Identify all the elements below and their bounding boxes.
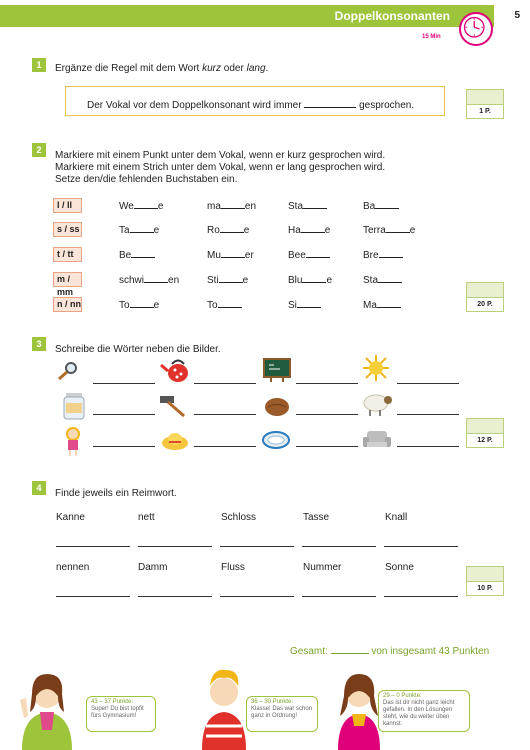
gap-word	[207, 274, 248, 286]
rhyme-word: Knall	[385, 512, 408, 523]
word-prefix: Sti	[207, 275, 219, 286]
gap-word	[207, 224, 249, 236]
gap-word	[119, 224, 159, 236]
letter-gap[interactable]	[303, 200, 327, 209]
answer-line[interactable]	[56, 546, 130, 547]
gap-word	[288, 274, 332, 286]
task-number-2: 2	[32, 143, 46, 157]
task4-instruction: Finde jeweils ein Reimwort.	[55, 488, 177, 499]
answer-line[interactable]	[220, 546, 294, 547]
answer-line[interactable]	[194, 446, 256, 447]
gap-word	[119, 249, 155, 261]
page-title: Doppelkonsonanten	[334, 9, 450, 23]
word-prefix: Ta	[119, 225, 130, 236]
letter-option-label: s / ss	[53, 222, 82, 237]
score-label: 12 P.	[477, 437, 493, 444]
word-prefix: Bee	[288, 250, 306, 261]
letter-gap[interactable]	[131, 249, 155, 258]
gap-word	[363, 274, 402, 286]
letter-gap[interactable]	[219, 274, 243, 283]
rhyme-word: Tasse	[303, 512, 330, 523]
gap-word	[363, 299, 401, 311]
word-prefix: Ba	[363, 201, 376, 212]
word-prefix: Be	[119, 250, 132, 261]
word-suffix: e	[409, 225, 416, 236]
score-label: 1 P.	[479, 108, 491, 115]
letter-gap[interactable]	[306, 249, 330, 258]
score-box-2	[466, 282, 504, 312]
letter-option-label: n / nn	[53, 297, 82, 312]
answer-line[interactable]	[138, 596, 212, 597]
word-prefix: schwi	[119, 275, 145, 286]
word-prefix: Ro	[207, 225, 220, 236]
bubble-text: Super! Du bist topfit fürs Gymnasium!	[91, 706, 144, 719]
answer-line[interactable]	[93, 383, 155, 384]
hat-icon	[160, 428, 190, 454]
letter-gap[interactable]	[375, 200, 399, 209]
answer-line[interactable]	[296, 383, 358, 384]
chalkboard-icon	[262, 357, 292, 383]
score-box-4	[466, 566, 504, 596]
gap-word	[363, 224, 415, 236]
rhyme-word: Nummer	[303, 562, 342, 573]
answer-line[interactable]	[220, 596, 294, 597]
letter-gap[interactable]	[221, 200, 245, 209]
doll-icon	[62, 426, 84, 458]
word-prefix: We	[119, 201, 134, 212]
answer-line[interactable]	[138, 546, 212, 547]
rhyme-word: nennen	[56, 562, 90, 573]
word-suffix: e	[153, 300, 160, 311]
score-bubble-1	[86, 696, 156, 732]
answer-blank[interactable]	[304, 99, 356, 108]
answer-line[interactable]	[384, 596, 458, 597]
gap-word	[363, 249, 403, 261]
gap-word	[288, 299, 321, 311]
gap-word	[207, 299, 242, 311]
score-label: 10 P.	[477, 585, 493, 592]
score-bubble-2	[246, 696, 318, 732]
hammer-icon	[158, 394, 188, 418]
page-number: 5	[514, 10, 520, 21]
word-prefix: Sta	[363, 275, 379, 286]
gap-word	[288, 249, 330, 261]
magnifier-icon	[56, 360, 78, 382]
clock-icon	[459, 12, 493, 46]
word-suffix: e	[242, 275, 249, 286]
instr-kurz: kurz	[202, 63, 222, 74]
score-entry-field[interactable]	[467, 419, 503, 434]
total-score-line	[290, 645, 489, 657]
letter-gap[interactable]	[297, 299, 321, 308]
answer-line[interactable]	[296, 446, 358, 447]
letter-gap[interactable]	[220, 224, 244, 233]
answer-line[interactable]	[194, 414, 256, 415]
word-suffix: e	[153, 225, 160, 236]
instr-line-2: Markiere mit einem Strich unter dem Vokal, wenn er lang gesprochen wird.	[55, 162, 386, 173]
task3-instruction: Schreibe die Wörter neben die Bilder.	[55, 344, 221, 355]
watering-can-icon	[160, 357, 192, 385]
letter-gap[interactable]	[134, 200, 158, 209]
girl-illustration-2	[334, 660, 384, 750]
bubble-range: 43 – 37 Punkte:	[91, 699, 134, 705]
word-prefix: Ma	[363, 300, 377, 311]
gap-word	[207, 200, 256, 212]
answer-line[interactable]	[93, 446, 155, 447]
score-box-1	[466, 89, 504, 119]
gap-word	[288, 224, 330, 236]
word-suffix: e	[157, 201, 164, 212]
task-number-1: 1	[32, 58, 46, 72]
answer-line[interactable]	[397, 383, 459, 384]
gap-word	[119, 274, 179, 286]
bubble-range: 36 – 30 Punkte:	[251, 699, 294, 705]
word-prefix: Ha	[288, 225, 301, 236]
word-suffix: e	[324, 225, 331, 236]
rhyme-word: Damm	[138, 562, 168, 573]
task2-instruction	[55, 150, 385, 186]
bubble-text: Klasse! Das war schon ganz in Ordnung!	[251, 706, 313, 719]
answer-line[interactable]	[397, 414, 459, 415]
score-entry-field[interactable]	[467, 283, 503, 298]
total-blank[interactable]	[331, 645, 369, 654]
answer-line[interactable]	[397, 446, 459, 447]
score-bubble-3	[378, 690, 470, 732]
answer-line[interactable]	[194, 383, 256, 384]
armchair-icon	[361, 428, 393, 452]
word-suffix: e	[326, 275, 333, 286]
girl-illustration	[12, 660, 82, 750]
instr-lang: lang	[246, 63, 266, 74]
score-entry-field[interactable]	[467, 90, 503, 105]
letter-gap[interactable]	[221, 249, 245, 258]
gesamt-suffix: von insgesamt 43 Punkten	[371, 646, 490, 657]
rule-text	[87, 99, 414, 111]
nut-icon	[263, 396, 291, 418]
answer-line[interactable]	[384, 546, 458, 547]
letter-option-label: l / ll	[53, 198, 82, 213]
answer-line[interactable]	[93, 414, 155, 415]
gap-word	[119, 200, 163, 212]
letter-gap[interactable]	[378, 274, 402, 283]
rhyme-word: Fluss	[221, 562, 245, 573]
letter-gap[interactable]	[377, 299, 401, 308]
rhyme-word: Kanne	[56, 512, 85, 523]
letter-option-label: t / tt	[53, 247, 82, 262]
word-suffix: en	[168, 275, 180, 286]
score-entry-field[interactable]	[467, 567, 503, 582]
timer-label: 15 Min	[422, 34, 441, 40]
letter-gap[interactable]	[218, 299, 242, 308]
gap-word	[288, 200, 327, 212]
gap-word	[207, 249, 254, 261]
word-prefix: Bre	[363, 250, 379, 261]
letter-gap[interactable]	[144, 274, 168, 283]
letter-gap[interactable]	[130, 299, 154, 308]
answer-line[interactable]	[302, 596, 376, 597]
instr-line-1: Markiere mit einem Punkt unter dem Vokal, wenn er kurz gesprochen wird.	[55, 150, 386, 161]
word-prefix: Mu	[207, 250, 221, 261]
bubble-range: 29 – 0 Punkte:	[383, 693, 422, 699]
instr-text: oder	[221, 63, 247, 74]
task-number-3: 3	[32, 337, 46, 351]
rule-part-b: gesprochen.	[359, 100, 415, 111]
gap-word	[363, 200, 399, 212]
sun-icon	[362, 354, 390, 382]
rhyme-word: Schloss	[221, 512, 257, 523]
word-prefix: Blu	[288, 275, 303, 286]
letter-gap[interactable]	[130, 224, 154, 233]
word-prefix: To	[207, 300, 218, 311]
word-suffix: er	[244, 250, 254, 261]
word-prefix: Sta	[288, 201, 304, 212]
plate-icon	[261, 430, 291, 450]
answer-line[interactable]	[56, 596, 130, 597]
letter-gap[interactable]	[302, 274, 326, 283]
score-label: 20 P.	[477, 301, 493, 308]
letter-gap[interactable]	[386, 224, 410, 233]
rule-part-a: Der Vokal vor dem Doppelkonsonant wird immer	[87, 100, 302, 111]
word-prefix: Terra	[363, 225, 386, 236]
letter-gap[interactable]	[301, 224, 325, 233]
answer-line[interactable]	[302, 546, 376, 547]
letter-gap[interactable]	[379, 249, 403, 258]
score-box-3	[466, 418, 504, 448]
gap-word	[119, 299, 159, 311]
sheep-icon	[360, 391, 394, 417]
answer-line[interactable]	[296, 414, 358, 415]
word-prefix: To	[119, 300, 130, 311]
task-number-4: 4	[32, 481, 46, 495]
word-prefix: Si	[288, 300, 297, 311]
letter-option-label: m / mm	[53, 272, 82, 287]
task1-instruction	[55, 63, 268, 75]
jar-icon	[62, 391, 86, 421]
boy-illustration	[198, 656, 250, 750]
instr-text: .	[265, 63, 269, 74]
word-suffix: e	[243, 225, 250, 236]
rhyme-word: nett	[138, 512, 155, 523]
instr-line-3: Setze den/die fehlenden Buchstaben ein.	[55, 174, 238, 185]
word-suffix: en	[244, 201, 257, 212]
bubble-text: Das ist dir nicht ganz leicht gefallen. In den Lösungen steht, wie du weiter üben kannst.	[383, 700, 455, 727]
instr-text: Ergänze die Regel mit dem Wort	[55, 63, 203, 74]
word-prefix: ma	[207, 201, 221, 212]
gesamt-label: Gesamt:	[290, 646, 328, 657]
rhyme-word: Sonne	[385, 562, 414, 573]
